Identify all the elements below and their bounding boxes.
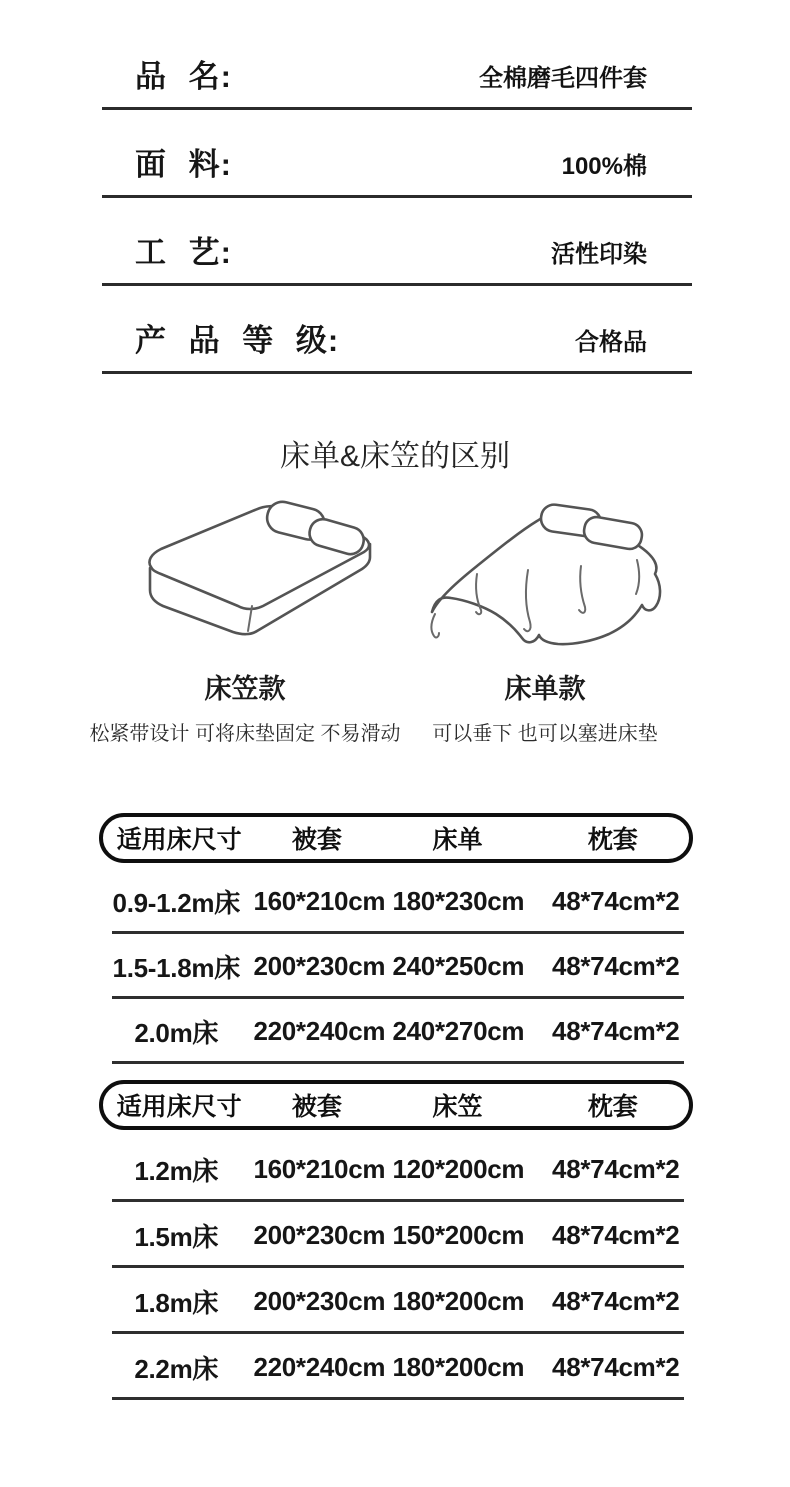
size-cell: 180*230cm bbox=[392, 886, 525, 916]
size-table-header bbox=[99, 813, 693, 863]
size-cell: 180*200cm bbox=[392, 1285, 525, 1316]
size-cell: 160*210cm bbox=[253, 1153, 386, 1184]
table-row bbox=[99, 1268, 693, 1334]
table-row bbox=[99, 934, 693, 999]
table-row bbox=[99, 1334, 693, 1400]
size-cell: 1.2m床 bbox=[134, 1155, 219, 1186]
table-row bbox=[99, 1202, 693, 1268]
size-cell: 180*200cm bbox=[392, 1351, 525, 1382]
size-cell: 1.5m床 bbox=[134, 1221, 219, 1252]
size-column-header: 床单 bbox=[432, 826, 483, 854]
size-column-header: 枕套 bbox=[587, 1093, 638, 1121]
fitted-sheet-column bbox=[89, 494, 401, 746]
size-cell: 200*230cm bbox=[253, 1285, 386, 1316]
spec-row-craft bbox=[102, 198, 692, 286]
size-cell: 48*74cm*2 bbox=[552, 1285, 680, 1316]
sheet-type-description: 松紧带设计 可将床垫固定 不易滑动 bbox=[89, 723, 401, 745]
size-column-header: 床笠 bbox=[432, 1093, 483, 1121]
spec-row-product-name bbox=[102, 0, 692, 110]
sheet-type-name: 床笠款 bbox=[204, 674, 286, 704]
size-cell: 48*74cm*2 bbox=[552, 951, 680, 981]
size-cell: 200*230cm bbox=[253, 951, 386, 981]
size-cell: 48*74cm*2 bbox=[552, 1351, 680, 1382]
size-table-header bbox=[99, 1080, 693, 1130]
size-cell: 150*200cm bbox=[392, 1219, 525, 1250]
product-spec-section bbox=[102, 0, 692, 374]
size-column-header: 被套 bbox=[291, 1093, 342, 1121]
spec-row-grade bbox=[102, 286, 692, 374]
table-row bbox=[99, 1136, 693, 1202]
sheet-comparison bbox=[89, 494, 695, 746]
size-table-body bbox=[99, 869, 693, 1064]
size-cell: 220*240cm bbox=[253, 1016, 386, 1046]
spec-value: 100%棉 bbox=[561, 152, 647, 180]
size-table-body bbox=[99, 1136, 693, 1400]
table-row bbox=[99, 999, 693, 1064]
spec-label: 产 品 等 级: bbox=[135, 322, 340, 358]
spec-label: 工 艺: bbox=[135, 234, 232, 270]
spec-value: 活性印染 bbox=[551, 240, 647, 268]
size-cell: 220*240cm bbox=[253, 1351, 386, 1382]
size-cell: 0.9-1.2m床 bbox=[112, 888, 240, 918]
spec-label: 面 料: bbox=[135, 146, 232, 182]
size-column-header: 枕套 bbox=[587, 826, 638, 854]
sheet-type-name: 床单款 bbox=[504, 674, 586, 704]
size-cell: 2.2m床 bbox=[134, 1353, 219, 1384]
sheet-type-description: 可以垂下 也可以塞进床垫 bbox=[432, 723, 658, 745]
size-cell: 48*74cm*2 bbox=[552, 1016, 680, 1046]
size-cell: 48*74cm*2 bbox=[552, 1219, 680, 1250]
spec-value: 合格品 bbox=[575, 328, 647, 356]
spec-row-fabric bbox=[102, 110, 692, 198]
spec-label: 品 名: bbox=[135, 58, 232, 94]
size-cell: 1.5-1.8m床 bbox=[112, 953, 240, 983]
size-cell: 200*230cm bbox=[253, 1219, 386, 1250]
size-column-header: 适用床尺寸 bbox=[116, 1093, 242, 1121]
spec-value: 全棉磨毛四件套 bbox=[479, 64, 647, 92]
size-table-flat-sheet bbox=[99, 813, 693, 1064]
size-cell: 240*270cm bbox=[392, 1016, 525, 1046]
flat-sheet-column bbox=[395, 494, 695, 746]
size-cell: 120*200cm bbox=[392, 1153, 525, 1184]
size-cell: 48*74cm*2 bbox=[552, 886, 680, 916]
size-column-header: 被套 bbox=[291, 826, 342, 854]
table-row bbox=[99, 869, 693, 934]
fitted-sheet-illustration bbox=[95, 494, 395, 664]
size-cell: 1.8m床 bbox=[134, 1287, 219, 1318]
flat-sheet-illustration bbox=[395, 494, 695, 664]
size-column-header: 适用床尺寸 bbox=[116, 826, 242, 854]
size-cell: 2.0m床 bbox=[134, 1018, 219, 1048]
size-cell: 240*250cm bbox=[392, 951, 525, 981]
size-cell: 48*74cm*2 bbox=[552, 1153, 680, 1184]
size-cell: 160*210cm bbox=[253, 886, 386, 916]
section-title: 床单&床笠的区别 bbox=[279, 440, 510, 473]
size-table-fitted-sheet bbox=[99, 1080, 693, 1400]
